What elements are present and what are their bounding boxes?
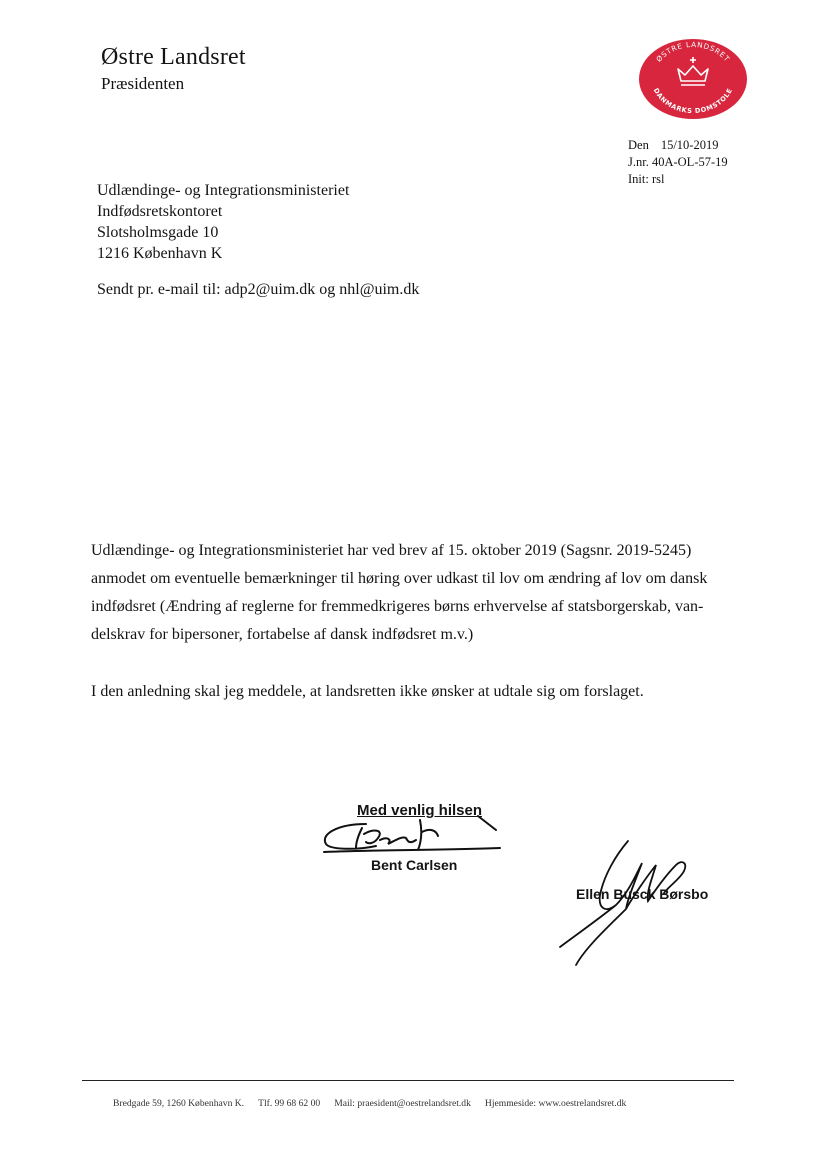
body-paragraph-1 — [91, 537, 741, 649]
recipient-address — [97, 180, 349, 264]
letter-date — [628, 138, 718, 153]
signer-2-name: Ellen Busck Børsbo — [576, 886, 709, 902]
date-value: 15/10-2019 — [660, 138, 719, 152]
footer-web: Hjemmeside: www.oestrelandsret.dk — [484, 1098, 627, 1109]
body-line: indfødsret (Ændring af reglerne for fremmedkrigeres børns erhvervelse af statsborgerskab, van- — [91, 598, 704, 615]
recipient-line: 1216 København K — [97, 245, 223, 262]
date-label: Den — [628, 138, 649, 152]
footer-address: Bredgade 59, 1260 København K. — [113, 1098, 245, 1109]
body-paragraph-2: I den anledning skal jeg meddele, at landsretten ikke ønsker at udtale sig om forslaget. — [91, 683, 644, 700]
recipient-line: Indfødsretskontoret — [97, 203, 223, 220]
sent-by-email-line: Sendt pr. e-mail til: adp2@uim.dk og nhl@uim.dk — [97, 281, 420, 298]
initials: Init: rsl — [628, 172, 665, 186]
seal-text-top: ØSTRE LANDSRET — [654, 39, 732, 64]
signer-1-name: Bent Carlsen — [371, 857, 458, 873]
footer-divider — [82, 1080, 734, 1081]
recipient-line: Udlændinge- og Integrationsministeriet — [97, 182, 350, 199]
footer-contact — [113, 1098, 626, 1109]
office-title: Præsidenten — [101, 74, 185, 93]
body-line: anmodet om eventuelle bemærkninger til høring over udkast til lov om ændring af lov om dansk — [91, 570, 708, 587]
body-line: Udlændinge- og Integrationsministeriet har ved brev af 15. oktober 2019 (Sagsnr. 2019-5245) — [91, 542, 692, 559]
closing-greeting: Med venlig hilsen — [357, 802, 483, 819]
journal-number: J.nr. 40A-OL-57-19 — [628, 155, 728, 169]
court-seal-logo — [639, 39, 747, 119]
footer-phone: Tlf. 99 68 62 00 — [258, 1098, 321, 1109]
signature-2-image — [556, 835, 701, 970]
seal-background — [639, 39, 747, 119]
body-line: delskrav for bipersoner, fortabelse af dansk indfødsret m.v.) — [91, 626, 474, 643]
recipient-line: Slotsholmsgade 10 — [97, 224, 219, 241]
court-name: Østre Landsret — [101, 44, 246, 70]
seal-text-bottom: DANMARKS DOMSTOLE — [651, 86, 735, 116]
footer-mail: Mail: praesident@oestrelandsret.dk — [334, 1098, 471, 1109]
